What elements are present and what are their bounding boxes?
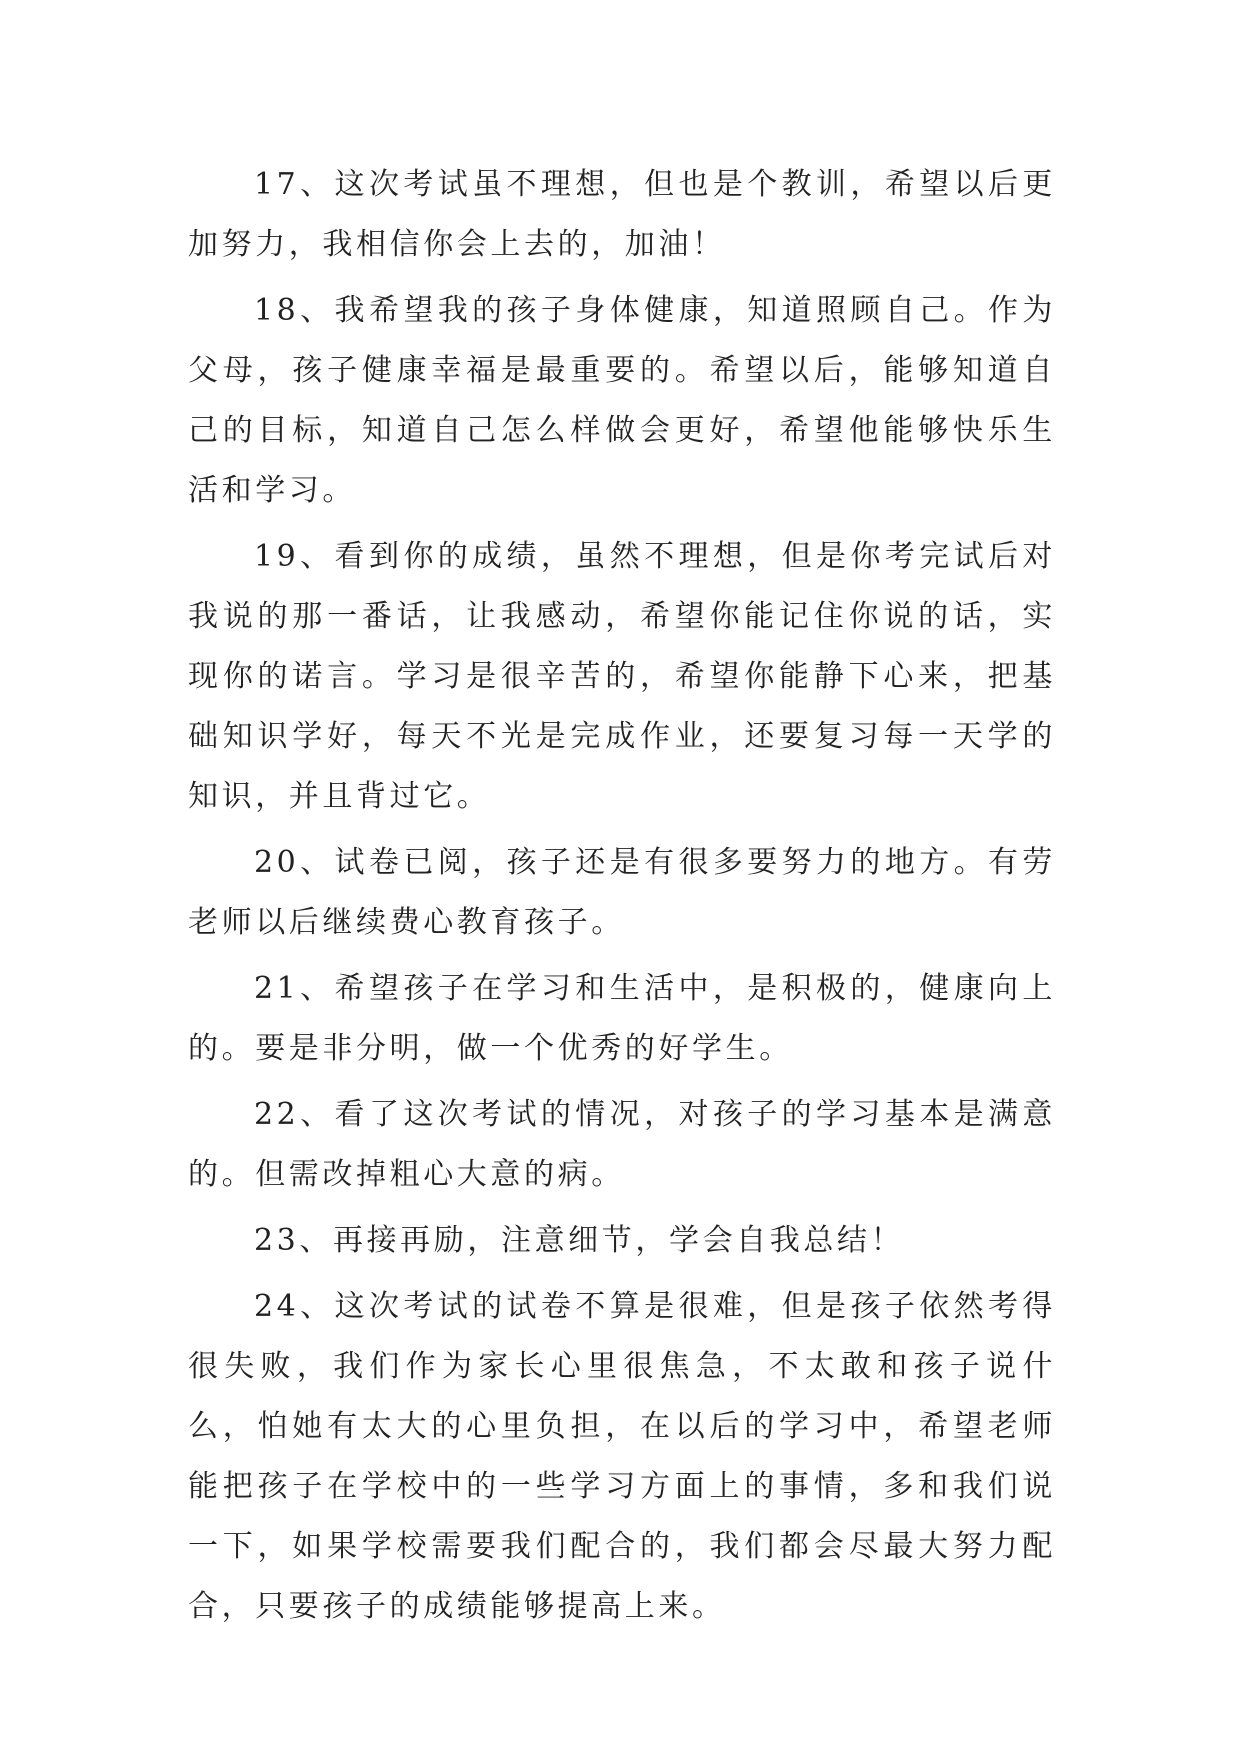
document-body [188, 155, 1056, 1637]
paragraph-17: 17、这次考试虽不理想，但也是个教训，希望以后更加努力，我相信你会上去的，加油！ [188, 167, 1056, 262]
paragraph-24: 24、这次考试的试卷不算是很难，但是孩子依然考得很失败，我们作为家长心里很焦急，不太敢和孩子说什么，怕她有太大的心里负担，在以后的学习中，希望老师能把孩子在学校中的一些学习方面上的事情，多和我们说一下，如果学校需要我们配合的，我们都会尽最大努力配合，只要孩子的成绩能够提高上来。 [188, 1289, 1056, 1624]
paragraph-22: 22、看了这次考试的情况，对孩子的学习基本是满意的。但需改掉粗心大意的病。 [188, 1097, 1056, 1192]
paragraph-21: 21、希望孩子在学习和生活中，是积极的，健康向上的。要是非分明，做一个优秀的好学生。 [188, 971, 1056, 1066]
paragraph-20: 20、试卷已阅，孩子还是有很多要努力的地方。有劳老师以后继续费心教育孩子。 [188, 845, 1056, 940]
paragraph-18: 18、我希望我的孩子身体健康，知道照顾自己。作为父母，孩子健康幸福是最重要的。希望以后，能够知道自己的目标，知道自己怎么样做会更好，希望他能够快乐生活和学习。 [188, 293, 1056, 508]
paragraph-23: 23、再接再励，注意细节，学会自我总结！ [254, 1223, 905, 1258]
paragraph-19: 19、看到你的成绩，虽然不理想，但是你考完试后对我说的那一番话，让我感动，希望你能记住你说的话，实现你的诺言。学习是很辛苦的，希望你能静下心来，把基础知识学好，每天不光是完成作业，还要复习每一天学的知识，并且背过它。 [188, 539, 1056, 814]
